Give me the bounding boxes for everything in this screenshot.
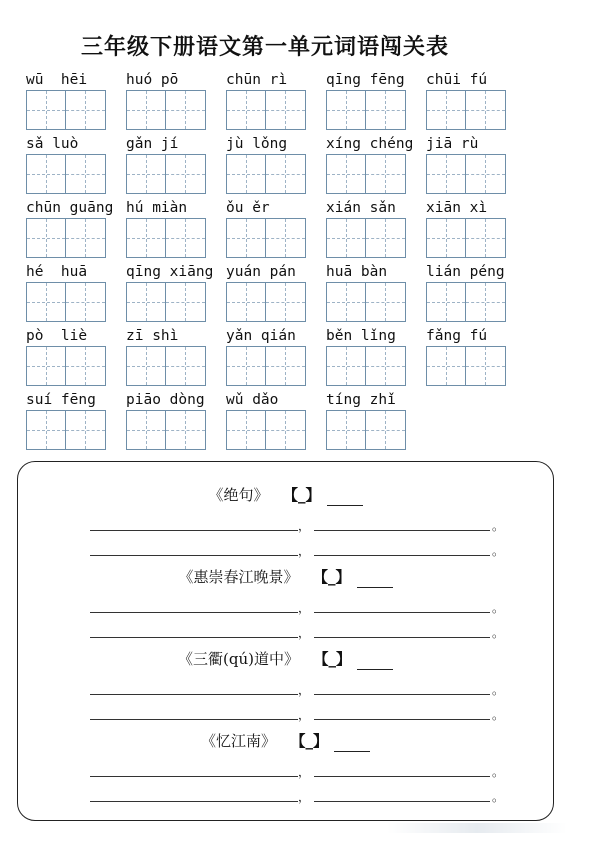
period-mark: 。 bbox=[492, 765, 505, 779]
answer-line[interactable] bbox=[314, 539, 490, 556]
word-item bbox=[26, 262, 110, 322]
comma-mark: ， bbox=[298, 790, 311, 804]
tianzige-box[interactable] bbox=[66, 346, 106, 386]
word-item bbox=[26, 326, 110, 386]
author-bracket: 【_】 bbox=[320, 568, 351, 586]
tianzige-box[interactable] bbox=[326, 154, 366, 194]
tianzige-box[interactable] bbox=[266, 90, 306, 130]
answer-line[interactable] bbox=[90, 596, 298, 613]
writing-boxes bbox=[326, 218, 406, 258]
period-mark: 。 bbox=[492, 544, 505, 558]
writing-boxes bbox=[426, 154, 506, 194]
comma-mark: ， bbox=[298, 519, 311, 533]
tianzige-box[interactable] bbox=[126, 346, 166, 386]
answer-line[interactable] bbox=[90, 539, 298, 556]
pinyin-label: qīng fēng bbox=[326, 72, 405, 88]
period-mark: 。 bbox=[492, 601, 505, 615]
poem-name: 《忆江南》 bbox=[200, 732, 276, 750]
tianzige-box[interactable] bbox=[26, 154, 66, 194]
tianzige-box[interactable] bbox=[166, 282, 206, 322]
word-item bbox=[326, 134, 414, 194]
pinyin-label: tíng zhǐ bbox=[326, 392, 396, 408]
word-item bbox=[126, 134, 210, 194]
writing-boxes bbox=[326, 346, 406, 386]
pinyin-label: běn lǐng bbox=[326, 328, 396, 344]
tianzige-box[interactable] bbox=[26, 90, 66, 130]
word-item bbox=[426, 326, 510, 386]
pinyin-label: yǎn qián bbox=[226, 328, 296, 344]
pinyin-label: yuán pán bbox=[226, 264, 296, 280]
word-item bbox=[326, 262, 410, 322]
writing-boxes bbox=[126, 282, 206, 322]
word-item bbox=[226, 390, 310, 450]
tianzige-box[interactable] bbox=[326, 346, 366, 386]
author-blank[interactable] bbox=[334, 737, 370, 752]
writing-boxes bbox=[26, 154, 106, 194]
period-mark: 。 bbox=[492, 790, 505, 804]
answer-line[interactable] bbox=[314, 703, 490, 720]
word-item bbox=[426, 70, 510, 130]
writing-boxes bbox=[226, 218, 306, 258]
poem-title bbox=[18, 648, 553, 670]
tianzige-box[interactable] bbox=[226, 410, 266, 450]
word-item bbox=[326, 390, 410, 450]
author-bracket: 【_】 bbox=[320, 650, 351, 668]
word-item bbox=[126, 326, 210, 386]
comma-mark: ， bbox=[298, 601, 311, 615]
answer-line[interactable] bbox=[90, 514, 298, 531]
tianzige-box[interactable] bbox=[366, 90, 406, 130]
tianzige-box[interactable] bbox=[26, 282, 66, 322]
tianzige-box[interactable] bbox=[126, 218, 166, 258]
comma-mark: ， bbox=[298, 544, 311, 558]
pinyin-label: huó pō bbox=[126, 72, 179, 88]
pinyin-label: zī shì bbox=[126, 328, 179, 344]
pinyin-label: xíng chéng bbox=[326, 136, 414, 152]
answer-line[interactable] bbox=[90, 703, 298, 720]
tianzige-box[interactable] bbox=[126, 154, 166, 194]
writing-boxes bbox=[26, 346, 106, 386]
answer-line[interactable] bbox=[314, 785, 490, 802]
pinyin-label: fǎng fú bbox=[426, 328, 488, 344]
writing-boxes bbox=[26, 410, 106, 450]
writing-boxes bbox=[126, 90, 206, 130]
comma-mark: ， bbox=[298, 683, 311, 697]
answer-line[interactable] bbox=[314, 596, 490, 613]
author-blank[interactable] bbox=[357, 655, 393, 670]
tianzige-box[interactable] bbox=[226, 90, 266, 130]
tianzige-box[interactable] bbox=[466, 346, 506, 386]
tianzige-box[interactable] bbox=[126, 282, 166, 322]
period-mark: 。 bbox=[492, 626, 505, 640]
pinyin-label: jiā rù bbox=[426, 136, 479, 152]
tianzige-box[interactable] bbox=[66, 410, 106, 450]
tianzige-box[interactable] bbox=[226, 346, 266, 386]
poem-name: 《惠崇春江晚景》 bbox=[178, 568, 299, 586]
period-mark: 。 bbox=[492, 519, 505, 533]
pinyin-label: piāo dòng bbox=[126, 392, 205, 408]
word-item bbox=[26, 134, 110, 194]
tianzige-box[interactable] bbox=[166, 218, 206, 258]
pinyin-label: xián sǎn bbox=[326, 200, 396, 216]
writing-boxes bbox=[426, 90, 506, 130]
pinyin-label: chūi fú bbox=[426, 72, 488, 88]
writing-boxes bbox=[126, 346, 206, 386]
period-mark: 。 bbox=[492, 708, 505, 722]
answer-line[interactable] bbox=[90, 785, 298, 802]
tianzige-box[interactable] bbox=[226, 282, 266, 322]
word-item bbox=[226, 262, 310, 322]
writing-boxes bbox=[26, 90, 106, 130]
author-blank[interactable] bbox=[327, 491, 363, 506]
tianzige-box[interactable] bbox=[126, 410, 166, 450]
pinyin-label: huā bàn bbox=[326, 264, 388, 280]
tianzige-box[interactable] bbox=[366, 410, 406, 450]
answer-line[interactable] bbox=[314, 514, 490, 531]
writing-boxes bbox=[226, 410, 306, 450]
word-item bbox=[426, 198, 510, 258]
word-item bbox=[26, 70, 110, 130]
answer-line[interactable] bbox=[314, 760, 490, 777]
word-grid bbox=[26, 70, 566, 455]
pinyin-label: xiān xì bbox=[426, 200, 488, 216]
writing-boxes bbox=[26, 218, 106, 258]
tianzige-box[interactable] bbox=[326, 410, 366, 450]
answer-line[interactable] bbox=[314, 678, 490, 695]
writing-boxes bbox=[126, 218, 206, 258]
poem-name: 《三衢(qú)道中》 bbox=[178, 650, 299, 668]
writing-boxes bbox=[326, 154, 406, 194]
tianzige-box[interactable] bbox=[466, 282, 506, 322]
tianzige-box[interactable] bbox=[266, 154, 306, 194]
tianzige-box[interactable] bbox=[226, 154, 266, 194]
tianzige-box[interactable] bbox=[366, 346, 406, 386]
comma-mark: ， bbox=[298, 708, 311, 722]
word-item bbox=[226, 134, 310, 194]
tianzige-box[interactable] bbox=[26, 410, 66, 450]
word-item bbox=[326, 70, 410, 130]
tianzige-box[interactable] bbox=[326, 90, 366, 130]
poem-panel bbox=[17, 461, 554, 821]
writing-boxes bbox=[326, 282, 406, 322]
watermark bbox=[387, 823, 567, 833]
pinyin-label: lián péng bbox=[426, 264, 505, 280]
word-item bbox=[26, 198, 114, 258]
word-item bbox=[426, 134, 510, 194]
tianzige-box[interactable] bbox=[366, 154, 406, 194]
writing-boxes bbox=[226, 346, 306, 386]
tianzige-box[interactable] bbox=[466, 218, 506, 258]
word-item bbox=[326, 198, 410, 258]
tianzige-box[interactable] bbox=[26, 218, 66, 258]
pinyin-label: suí fēng bbox=[26, 392, 96, 408]
pinyin-label: jù lǒng bbox=[226, 136, 288, 152]
poem-title bbox=[18, 730, 553, 752]
pinyin-label: hé huā bbox=[26, 264, 88, 280]
tianzige-box[interactable] bbox=[466, 90, 506, 130]
poem-title bbox=[18, 566, 553, 588]
tianzige-box[interactable] bbox=[426, 218, 466, 258]
tianzige-box[interactable] bbox=[166, 410, 206, 450]
tianzige-box[interactable] bbox=[66, 154, 106, 194]
word-item bbox=[126, 70, 210, 130]
answer-line[interactable] bbox=[90, 621, 298, 638]
word-item bbox=[226, 326, 310, 386]
tianzige-box[interactable] bbox=[66, 282, 106, 322]
writing-boxes bbox=[426, 346, 506, 386]
answer-line[interactable] bbox=[90, 760, 298, 777]
word-item bbox=[126, 390, 210, 450]
tianzige-box[interactable] bbox=[366, 282, 406, 322]
tianzige-box[interactable] bbox=[266, 282, 306, 322]
tianzige-box[interactable] bbox=[266, 346, 306, 386]
pinyin-label: qīng xiāng bbox=[126, 264, 214, 280]
tianzige-box[interactable] bbox=[166, 90, 206, 130]
word-item bbox=[26, 390, 110, 450]
tianzige-box[interactable] bbox=[266, 410, 306, 450]
poem-title bbox=[18, 484, 553, 506]
writing-boxes bbox=[226, 282, 306, 322]
word-item bbox=[126, 198, 210, 258]
tianzige-box[interactable] bbox=[66, 90, 106, 130]
author-bracket: 【_】 bbox=[298, 732, 329, 750]
tianzige-box[interactable] bbox=[126, 90, 166, 130]
word-item bbox=[226, 70, 310, 130]
writing-boxes bbox=[226, 154, 306, 194]
answer-line[interactable] bbox=[314, 621, 490, 638]
word-item bbox=[426, 262, 510, 322]
pinyin-label: wǔ dǎo bbox=[226, 392, 279, 408]
writing-boxes bbox=[326, 90, 406, 130]
tianzige-box[interactable] bbox=[426, 154, 466, 194]
tianzige-box[interactable] bbox=[326, 282, 366, 322]
writing-boxes bbox=[26, 282, 106, 322]
tianzige-box[interactable] bbox=[366, 218, 406, 258]
poem-name: 《绝句》 bbox=[208, 486, 269, 504]
comma-mark: ， bbox=[298, 765, 311, 779]
pinyin-label: wū hēi bbox=[26, 72, 88, 88]
writing-boxes bbox=[226, 90, 306, 130]
writing-boxes bbox=[326, 410, 406, 450]
tianzige-box[interactable] bbox=[226, 218, 266, 258]
tianzige-box[interactable] bbox=[66, 218, 106, 258]
tianzige-box[interactable] bbox=[426, 346, 466, 386]
tianzige-box[interactable] bbox=[266, 218, 306, 258]
pinyin-label: gǎn jí bbox=[126, 136, 179, 152]
tianzige-box[interactable] bbox=[466, 154, 506, 194]
pinyin-label: chūn rì bbox=[226, 72, 288, 88]
writing-boxes bbox=[126, 154, 206, 194]
pinyin-label: pò liè bbox=[26, 328, 88, 344]
pinyin-label: chūn guāng bbox=[26, 200, 114, 216]
author-bracket: 【_】 bbox=[290, 486, 321, 504]
word-item bbox=[226, 198, 310, 258]
tianzige-box[interactable] bbox=[326, 218, 366, 258]
pinyin-label: ǒu ěr bbox=[226, 200, 270, 216]
writing-boxes bbox=[126, 410, 206, 450]
tianzige-box[interactable] bbox=[426, 90, 466, 130]
word-item bbox=[326, 326, 410, 386]
word-item bbox=[126, 262, 214, 322]
tianzige-box[interactable] bbox=[26, 346, 66, 386]
tianzige-box[interactable] bbox=[166, 346, 206, 386]
author-blank[interactable] bbox=[357, 573, 393, 588]
comma-mark: ， bbox=[298, 626, 311, 640]
writing-boxes bbox=[426, 282, 506, 322]
tianzige-box[interactable] bbox=[166, 154, 206, 194]
answer-line[interactable] bbox=[90, 678, 298, 695]
writing-boxes bbox=[426, 218, 506, 258]
pinyin-label: sǎ luò bbox=[26, 136, 79, 152]
tianzige-box[interactable] bbox=[426, 282, 466, 322]
pinyin-label: hú miàn bbox=[126, 200, 188, 216]
page-title: 三年级下册语文第一单元词语闯关表 bbox=[80, 34, 449, 60]
period-mark: 。 bbox=[492, 683, 505, 697]
